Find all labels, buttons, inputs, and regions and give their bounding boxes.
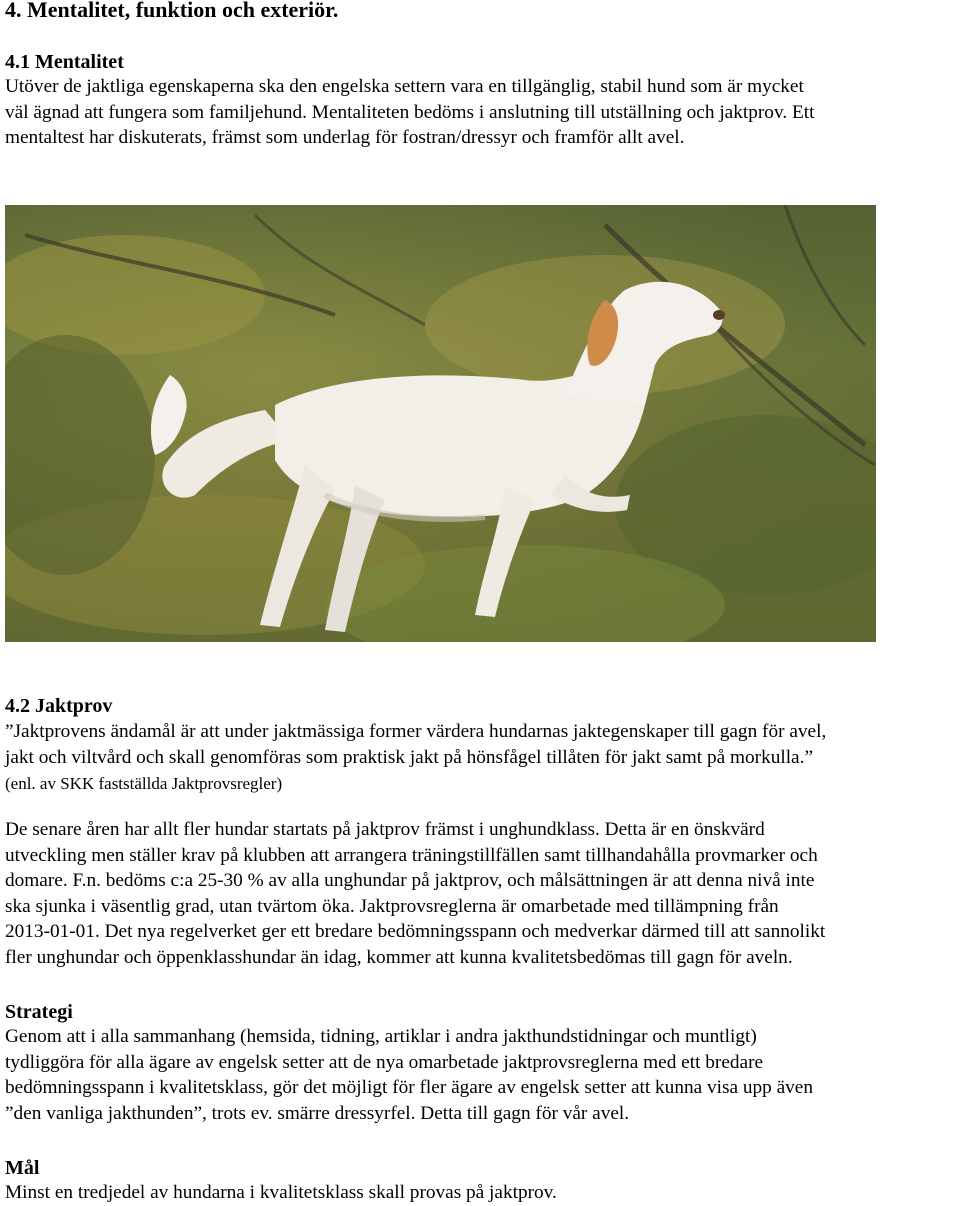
quote-line: ”Jaktprovens ändamål är att under jaktmässiga former värdera hundarnas jaktegenskaper till gagn för avel,: [5, 721, 827, 742]
paragraph-line: ”den vanliga jakthunden”, trots ev. smärre dressyrfel. Detta till gagn för vår avel.: [5, 1102, 630, 1124]
section-4-2-heading: 4.2 Jaktprov: [5, 695, 113, 717]
paragraph-line: bedömningsspann i kvalitetsklass, gör det möjligt för fler ägare av engelsk setter att kunna visa upp även: [5, 1077, 813, 1098]
paragraph-line: Genom att i alla sammanhang (hemsida, tidning, artiklar i andra jakthundstidningar och muntligt): [5, 1026, 757, 1047]
strategi-paragraph: [5, 1024, 955, 1126]
paragraph-line: tydliggöra för alla ägare av engelsk setter att de nya omarbetade jaktprovsreglerna med ett bredare: [5, 1051, 764, 1073]
paragraph-line: ska sjunka i väsentlig grad, utan tvärtom öka. Jaktprovsreglerna är omarbetade med tillämpning från: [5, 895, 779, 917]
paragraph-line: Utöver de jaktliga egenskaperna ska den engelska settern vara en tillgänglig, stabil hund som är mycket: [5, 76, 804, 97]
strategi-heading: Strategi: [5, 1001, 73, 1023]
paragraph-line: fler unghundar och öppenklasshundar än idag, kommer att kunna kvalitetsbedömas till gagn för aveln.: [5, 946, 793, 968]
section-4-heading: 4. Mentalitet, funktion och exteriör.: [5, 0, 339, 22]
paragraph-line: domare. F.n. bedöms c:a 25-30 % av alla unghundar på jaktprov, och målsättningen är att denna nivå inte: [5, 870, 815, 891]
mal-heading: Mål: [5, 1157, 40, 1179]
jaktprov-quote: [5, 719, 955, 770]
section-4-1-heading: 4.1 Mentalitet: [5, 51, 124, 73]
section-4-1-paragraph: [5, 74, 955, 151]
english-setter-photo: [5, 205, 876, 642]
paragraph-line: De senare åren har allt fler hundar startats på jaktprov främst i unghundklass. Detta är en önskvärd: [5, 819, 765, 840]
quote-line: jakt och viltvård och skall genomföras som praktisk jakt på hönsfågel tillåten för jakt samt på morkulla.”: [5, 746, 813, 768]
paragraph-line: väl ägnad att fungera som familjehund. Mentaliteten bedöms i anslutning till utställning och jaktprov. Ett: [5, 101, 815, 123]
paragraph-line: 2013-01-01. Det nya regelverket ger ett bredare bedömningsspann och medverkar därmed till att sannolikt: [5, 921, 826, 942]
mal-paragraph: [5, 1180, 955, 1206]
paragraph-line: utveckling men ställer krav på klubben att arrangera träningstillfällen samt tillhandahålla provmarker och: [5, 844, 818, 866]
paragraph-line: Minst en tredjedel av hundarna i kvalitetsklass skall provas på jaktprov.: [5, 1182, 557, 1203]
quote-source: (enl. av SKK fastställda Jaktprovsregler): [5, 774, 283, 793]
section-4-2-paragraph: [5, 817, 955, 970]
paragraph-line: mentaltest har diskuterats, främst som underlag för fostran/dressyr och framför allt avel.: [5, 127, 685, 148]
